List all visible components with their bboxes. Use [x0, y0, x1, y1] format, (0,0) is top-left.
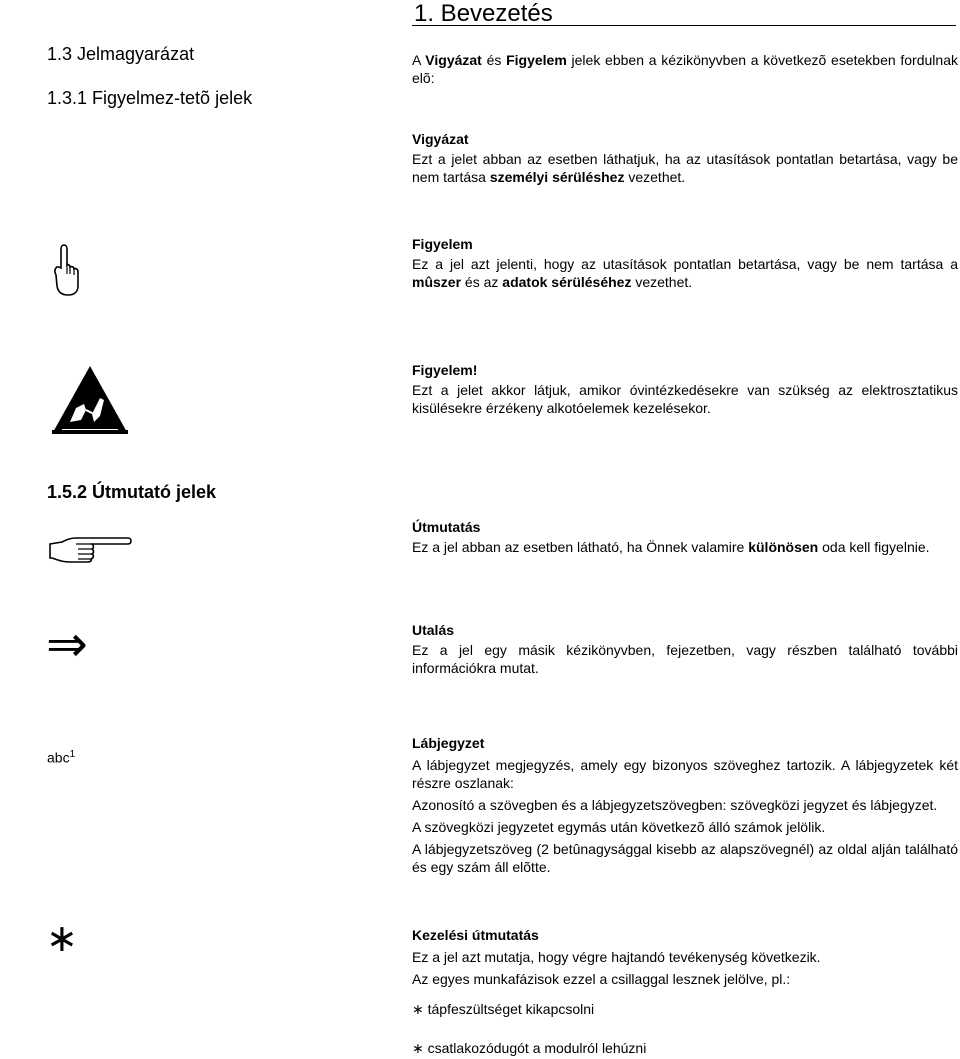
vigyazat-title: Vigyázat [412, 131, 469, 147]
vigyazat-text-2: vezethet. [624, 169, 686, 185]
step-2-text: csatlakozódugót a modulról lehúzni [427, 1040, 647, 1056]
kezelesi-step-2 [412, 1039, 958, 1058]
figyelem-bold-2: adatok sérüléséhez [502, 274, 632, 290]
vigyazat-text-1: Ezt a jelet abban az esetben láthatjuk, ha az utasítások pontatlan betartása, vagy be nem tartása [412, 151, 958, 185]
footnote-symbol-sup: 1 [69, 749, 76, 760]
figyelem-esd-text: Ezt a jelet akkor látjuk, amikor óvintézkedésekre van szükség az elektrosztatikus kisülésekre érzékeny alkotóelemek kezelésekor. [412, 382, 958, 416]
figyelem-bold-1: mûszer [412, 274, 462, 290]
kezelesi-step-1 [412, 1000, 958, 1019]
section-heading-1-3-1: 1.3.1 Figyelmez-tetõ jelek [47, 88, 253, 108]
labjegyzet-p3: A szövegközi jegyzetet egymás után következõ álló számok jelölik. [412, 819, 826, 835]
pointing-hand-icon [48, 534, 134, 564]
intro-figyelem: Figyelem [506, 52, 567, 68]
utmutatas-text [412, 538, 958, 556]
esd-warning-icon [50, 364, 130, 436]
utalas-text: Ez a jel egy másik kézikönyvben, fejezetben, vagy részben található további információkra mutat. [412, 642, 958, 676]
utmutatas-text-1: Ez a jel abban az esetben látható, ha Önnek valamire [412, 539, 749, 555]
kezelesi-block [412, 926, 958, 1058]
labjegyzet-title: Lábjegyzet [412, 735, 485, 751]
utmutatas-bold: különösen [748, 539, 819, 555]
section-heading-1-3: 1.3 Jelmagyarázat [47, 44, 195, 64]
figyelem-title: Figyelem [412, 236, 473, 252]
chapter-rule [412, 25, 956, 26]
footnote-symbol [47, 746, 75, 767]
vigyazat-bold: személyi sérüléshez [489, 169, 625, 185]
asterisk-icon: ∗ [46, 916, 78, 960]
figyelem-text-1: Ez a jel azt jelenti, hogy az utasítások pontatlan betartása, vagy be nem tartása a [412, 256, 958, 272]
labjegyzet-block [412, 734, 958, 876]
double-arrow-icon: ⇒ [46, 615, 88, 673]
figyelem-text-2: és az [461, 274, 503, 290]
kezelesi-p2: Az egyes munkafázisok ezzel a csillaggal lesznek jelölve, pl.: [412, 971, 791, 987]
figyelem-esd-title: Figyelem! [412, 362, 478, 378]
intro-text-1: A [412, 52, 426, 68]
intro-vigyazat: Vigyázat [425, 52, 482, 68]
utalas-title: Utalás [412, 622, 455, 638]
intro-text-3: jelek ebben a kézikönyvben a következõ esetekben fordulnak elõ: [412, 52, 958, 86]
utmutatas-text-2: oda kell figyelnie. [818, 539, 930, 555]
utmutatas-title: Útmutatás [412, 519, 481, 535]
utmutatas-block [412, 518, 958, 556]
figyelem-text [412, 255, 958, 291]
chapter-title: 1. Bevezetés [414, 0, 553, 27]
vigyazat-block [412, 130, 958, 186]
labjegyzet-p2: Azonosító a szövegben és a lábjegyzetszövegben: szövegközi jegyzet és lábjegyzet. [412, 797, 938, 813]
raised-finger-icon [52, 242, 82, 298]
figyelem-text-3: vezethet. [631, 274, 693, 290]
kezelesi-title: Kezelési útmutatás [412, 927, 539, 943]
figyelem-block [412, 235, 958, 291]
labjegyzet-p1: A lábjegyzet megjegyzés, amely egy bizonyos szöveghez tartozik. A lábjegyzetek két részre oszlanak: [412, 757, 958, 791]
vigyazat-text [412, 150, 958, 186]
section-heading-1-5-2: 1.5.2 Útmutató jelek [47, 482, 217, 502]
footnote-symbol-text: abc [47, 749, 70, 766]
step-2-asterisk-icon: ∗ [412, 1041, 424, 1057]
intro-paragraph [412, 51, 958, 87]
labjegyzet-p4: A lábjegyzetszöveg (2 betûnagysággal kisebb az alapszövegnél) az oldal alján található és egy szám áll elõtte. [412, 841, 958, 875]
utalas-block [412, 621, 958, 677]
step-1-asterisk-icon: ∗ [412, 1002, 424, 1018]
intro-text-2: és [481, 52, 507, 68]
kezelesi-p1: Ez a jel azt mutatja, hogy végre hajtandó tevékenység következik. [412, 949, 821, 965]
step-1-text: tápfeszültséget kikapcsolni [427, 1001, 595, 1017]
figyelem-esd-block [412, 361, 958, 417]
